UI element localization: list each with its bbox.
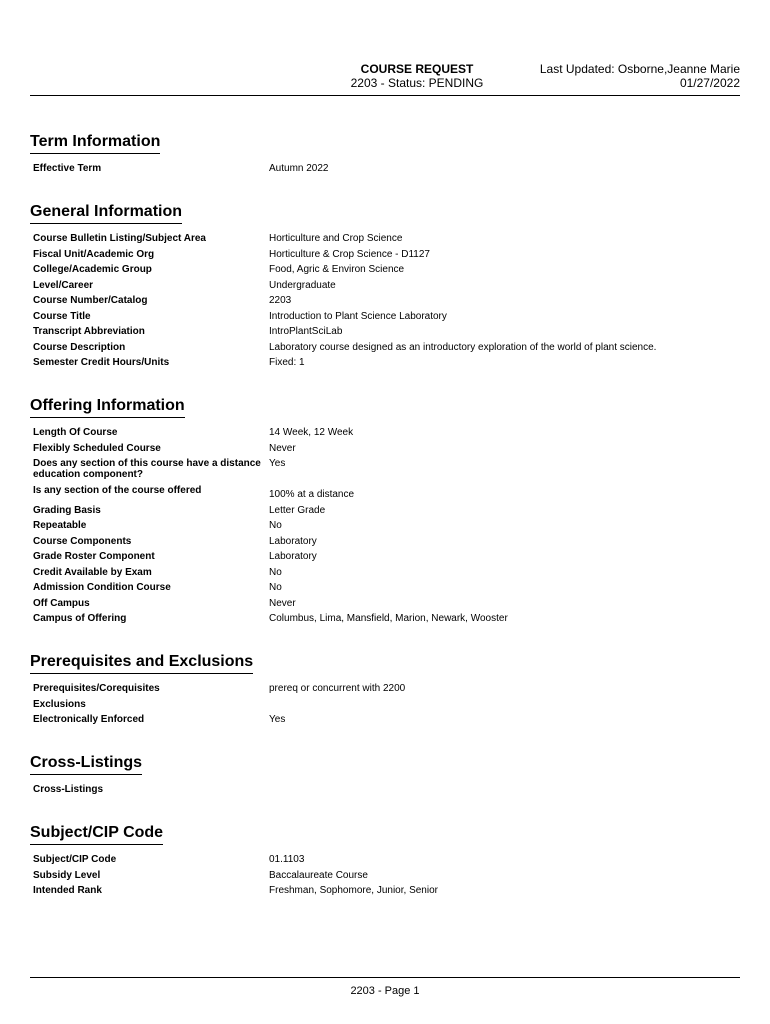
- field-value: Autumn 2022: [269, 163, 329, 174]
- field-value: Horticulture & Crop Science - D1127: [269, 248, 430, 260]
- section-title-general: General Information: [30, 202, 182, 224]
- field-label: Subject/CIP Code: [33, 854, 117, 865]
- field-label: Prerequisites/Corequisites: [33, 683, 160, 694]
- field-label: Off Campus: [33, 597, 90, 609]
- field-label: Does any section of this course have a distance education component?: [33, 458, 261, 480]
- field-value: Letter Grade: [269, 504, 326, 516]
- field-label: Course Title: [33, 310, 91, 322]
- field-label: Course Description: [33, 341, 126, 353]
- request-title: COURSE REQUEST: [360, 62, 474, 76]
- field-value: Never: [269, 597, 296, 609]
- field-label: Credit Available by Exam: [33, 566, 152, 578]
- field-label: College/Academic Group: [33, 264, 152, 275]
- field-value: Never: [269, 442, 296, 454]
- field-value: Food, Agric & Environ Science: [269, 264, 405, 275]
- field-label: Subsidy Level: [33, 869, 101, 881]
- field-value: IntroPlantSciLab: [269, 326, 343, 337]
- field-label: Campus of Offering: [33, 613, 127, 624]
- field-value: Freshman, Sophomore, Junior, Senior: [269, 885, 438, 896]
- field-value: Baccalaureate Course: [269, 869, 368, 881]
- field-value: Yes: [269, 458, 286, 469]
- field-label: Fiscal Unit/Academic Org: [33, 248, 155, 260]
- field-label: Grade Roster Component: [33, 551, 155, 562]
- section-title-prereq: Prerequisites and Exclusions: [30, 652, 253, 674]
- field-label: Flexibly Scheduled Course: [33, 442, 161, 454]
- field-label: Course Number/Catalog: [33, 295, 148, 306]
- field-value: No: [269, 520, 282, 531]
- field-value: Fixed: 1: [269, 357, 305, 368]
- page-number: 2203 - Page 1: [350, 985, 420, 997]
- field-label: Effective Term: [33, 163, 102, 174]
- section-title-offering: Offering Information: [30, 396, 185, 418]
- field-value: No: [269, 566, 282, 578]
- section-title-cip: Subject/CIP Code: [30, 823, 163, 845]
- field-label: Semester Credit Hours/Units: [33, 357, 170, 368]
- field-label: Admission Condition Course: [33, 582, 171, 593]
- field-label: Course Bulletin Listing/Subject Area: [33, 233, 206, 244]
- page-header: [30, 62, 740, 96]
- field-label: Grading Basis: [33, 504, 101, 516]
- request-status: 2203 - Status: PENDING: [350, 76, 484, 90]
- last-updated-by: Last Updated: Osborne,Jeanne Marie: [539, 62, 740, 76]
- section-title-cross-listings: Cross-Listings: [30, 753, 142, 775]
- field-value: No: [269, 582, 282, 593]
- field-label: Intended Rank: [33, 885, 102, 896]
- field-label: Is any section of the course offered: [33, 484, 202, 496]
- field-value: 14 Week, 12 Week: [269, 427, 354, 438]
- field-value: Laboratory: [269, 551, 317, 562]
- field-value: prereq or concurrent with 2200: [269, 683, 406, 694]
- field-value: 2203: [269, 295, 292, 306]
- field-label: Transcript Abbreviation: [33, 326, 145, 337]
- last-updated-date: 01/27/2022: [679, 76, 740, 90]
- field-value: 01.1103: [269, 854, 305, 865]
- field-label: Cross-Listings: [33, 784, 104, 795]
- field-label: Repeatable: [33, 520, 87, 531]
- field-value: Laboratory course designed as an introductory exploration of the world of plant science.: [269, 341, 657, 353]
- field-label: Exclusions: [33, 698, 86, 710]
- field-value: 100% at a distance: [269, 489, 355, 500]
- section-title-term: Term Information: [30, 132, 160, 154]
- field-label: Level/Career: [33, 279, 94, 291]
- field-value: Laboratory: [269, 535, 317, 547]
- field-value: Yes: [269, 714, 286, 725]
- last-updated: [540, 62, 740, 90]
- page-footer: [30, 977, 740, 997]
- field-label: Electronically Enforced: [33, 714, 145, 725]
- field-value: Horticulture and Crop Science: [269, 233, 403, 244]
- field-value: Columbus, Lima, Mansfield, Marion, Newark, Wooster: [269, 613, 508, 624]
- field-value: Introduction to Plant Science Laboratory: [269, 310, 447, 322]
- field-value: Undergraduate: [269, 279, 336, 291]
- request-heading: [302, 62, 532, 90]
- field-label: Length Of Course: [33, 427, 118, 438]
- field-label: Course Components: [33, 535, 132, 547]
